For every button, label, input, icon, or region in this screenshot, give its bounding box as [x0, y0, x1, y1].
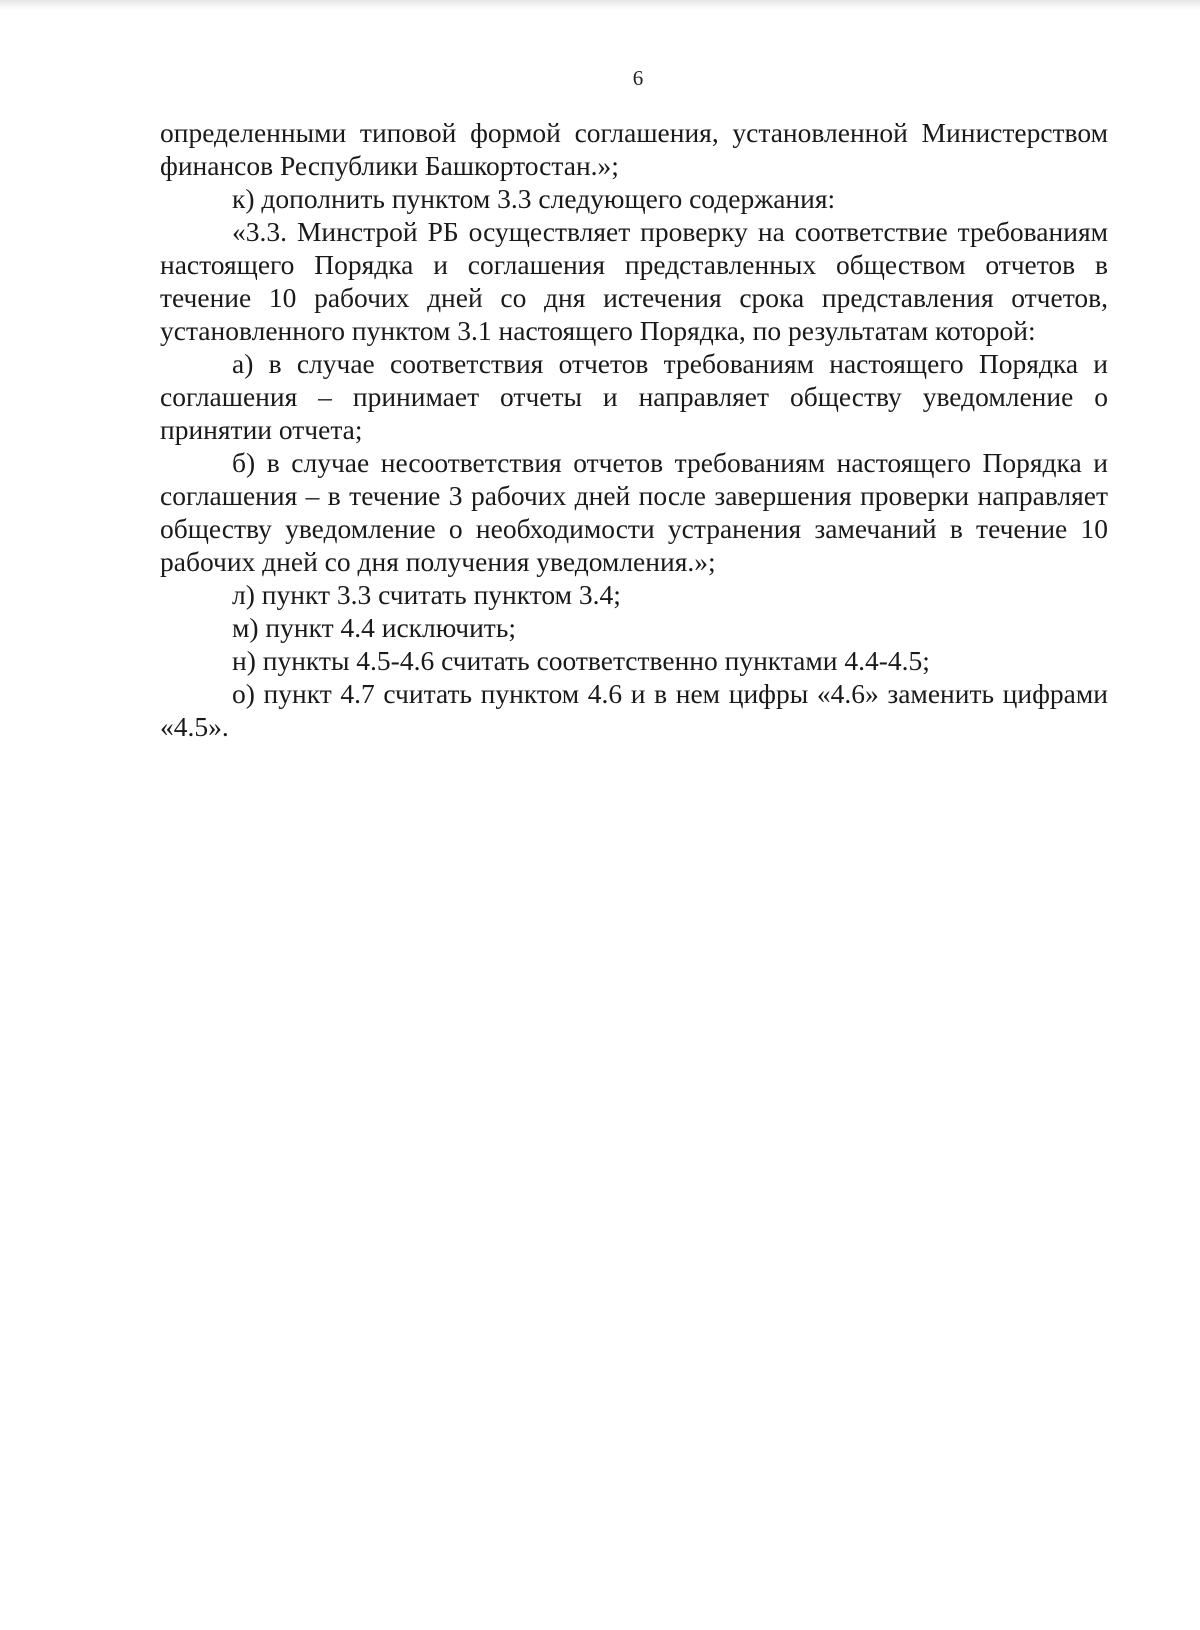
page-number: 6 — [632, 66, 644, 90]
paragraph-clause-3-3: «3.3. Минстрой РБ осуществляет проверку на соответствие требованиям настоящего Порядка и соглашения представленных обществом отчетов в течение 10 рабочих дней со дня истечения срока представления отчетов, установленного пунктом 3.1 настоящего Порядка, по результатам которой: — [160, 216, 1108, 346]
paragraph-subitem-a: а) в случае соответствия отчетов требованиям настоящего Порядка и соглашения – принимает отчеты и направляет обществу уведомление о принятии отчета; — [160, 348, 1108, 445]
document-body — [160, 116, 1108, 743]
paragraph-continuation: определенными типовой формой соглашения, установленной Министерством финансов Республики Башкортостан.»; — [160, 117, 1108, 181]
scan-edge-shadow — [0, 0, 1200, 10]
paragraph-subitem-b: б) в случае несоответствия отчетов требованиям настоящего Порядка и соглашения – в течение 3 рабочих дней после завершения проверки направляет обществу уведомление о необходимости устранения замечаний в течение 10 рабочих дней со дня получения уведомления.»; — [160, 447, 1108, 577]
paragraph-item-k: к) дополнить пунктом 3.3 следующего содержания: — [232, 183, 836, 214]
paragraph-item-n: н) пункты 4.5-4.6 считать соответственно пунктами 4.4-4.5; — [232, 645, 930, 676]
paragraph-item-m: м) пункт 4.4 исключить; — [232, 612, 517, 643]
paragraph-item-o: о) пункт 4.7 считать пунктом 4.6 и в нем цифры «4.6» заменить цифрами «4.5». — [160, 678, 1108, 742]
paragraph-item-l: л) пункт 3.3 считать пунктом 3.4; — [232, 579, 621, 610]
